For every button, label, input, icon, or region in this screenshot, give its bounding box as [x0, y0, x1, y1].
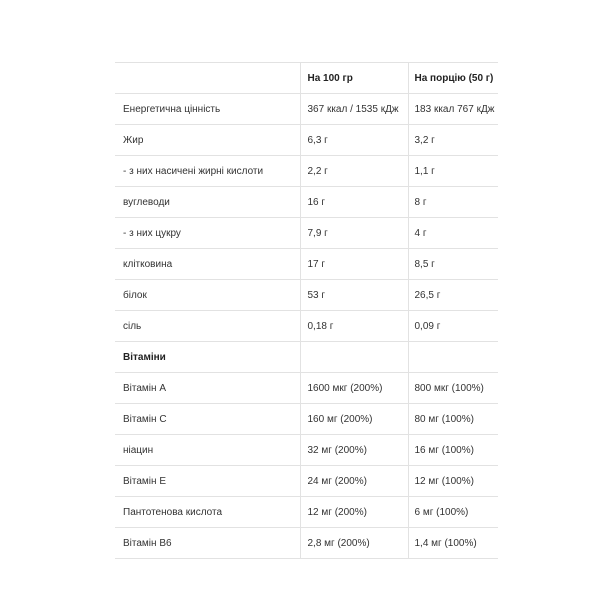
table-row: [115, 156, 498, 187]
value-per-serving: 16 мг (100%): [408, 435, 498, 466]
nutrient-name: сіль: [115, 311, 300, 342]
nutrient-name: Пантотенова кислота: [115, 497, 300, 528]
value-per-100: 367 ккал / 1535 кДж: [300, 94, 408, 125]
section-row: [115, 342, 498, 373]
value-per-serving: 800 мкг (100%): [408, 373, 498, 404]
value-per-100: 1600 мкг (200%): [300, 373, 408, 404]
nutrition-facts-table: [115, 62, 498, 559]
value-per-serving: 8 г: [408, 187, 498, 218]
nutrient-name: - з них цукру: [115, 218, 300, 249]
value-per-100: 2,8 мг (200%): [300, 528, 408, 559]
table-row: [115, 435, 498, 466]
header-name-column: [115, 63, 300, 94]
nutrient-name: Вітамін A: [115, 373, 300, 404]
nutrient-name: вуглеводи: [115, 187, 300, 218]
value-per-serving: 80 мг (100%): [408, 404, 498, 435]
value-per-100: 12 мг (200%): [300, 497, 408, 528]
value-per-100: 17 г: [300, 249, 408, 280]
value-per-serving: [408, 342, 498, 373]
nutrient-name: - з них насичені жирні кислоти: [115, 156, 300, 187]
table-header-row: [115, 63, 498, 94]
value-per-serving: 6 мг (100%): [408, 497, 498, 528]
value-per-100: 160 мг (200%): [300, 404, 408, 435]
table-row: [115, 373, 498, 404]
value-per-100: 53 г: [300, 280, 408, 311]
table-row: [115, 280, 498, 311]
table-row: [115, 187, 498, 218]
value-per-100: 6,3 г: [300, 125, 408, 156]
value-per-100: 7,9 г: [300, 218, 408, 249]
nutrient-name: білок: [115, 280, 300, 311]
value-per-serving: 0,09 г: [408, 311, 498, 342]
value-per-100: 24 мг (200%): [300, 466, 408, 497]
nutrient-name: Жир: [115, 125, 300, 156]
value-per-serving: 1,1 г: [408, 156, 498, 187]
nutrient-name: клітковина: [115, 249, 300, 280]
table-row: [115, 94, 498, 125]
value-per-100: 16 г: [300, 187, 408, 218]
value-per-serving: 8,5 г: [408, 249, 498, 280]
value-per-100: 32 мг (200%): [300, 435, 408, 466]
table-body: [115, 94, 498, 559]
nutrient-name: Вітамін B6: [115, 528, 300, 559]
nutrient-name: Вітамін C: [115, 404, 300, 435]
nutrient-name: Вітаміни: [115, 342, 300, 373]
nutrient-name: Енергетична цінність: [115, 94, 300, 125]
value-per-serving: 26,5 г: [408, 280, 498, 311]
nutrient-name: ніацин: [115, 435, 300, 466]
value-per-serving: 12 мг (100%): [408, 466, 498, 497]
value-per-serving: 4 г: [408, 218, 498, 249]
table-row: [115, 125, 498, 156]
table-row: [115, 218, 498, 249]
value-per-100: 2,2 г: [300, 156, 408, 187]
value-per-serving: 1,4 мг (100%): [408, 528, 498, 559]
table-row: [115, 249, 498, 280]
value-per-serving: 183 ккал 767 кДж: [408, 94, 498, 125]
header-per-100-column: На 100 гр: [300, 63, 408, 94]
table-row: [115, 466, 498, 497]
table-row: [115, 497, 498, 528]
value-per-100: 0,18 г: [300, 311, 408, 342]
value-per-100: [300, 342, 408, 373]
value-per-serving: 3,2 г: [408, 125, 498, 156]
table-row: [115, 311, 498, 342]
table-row: [115, 528, 498, 559]
nutrient-name: Вітамін Е: [115, 466, 300, 497]
header-per-serving-column: На порцію (50 г): [408, 63, 498, 94]
table-row: [115, 404, 498, 435]
